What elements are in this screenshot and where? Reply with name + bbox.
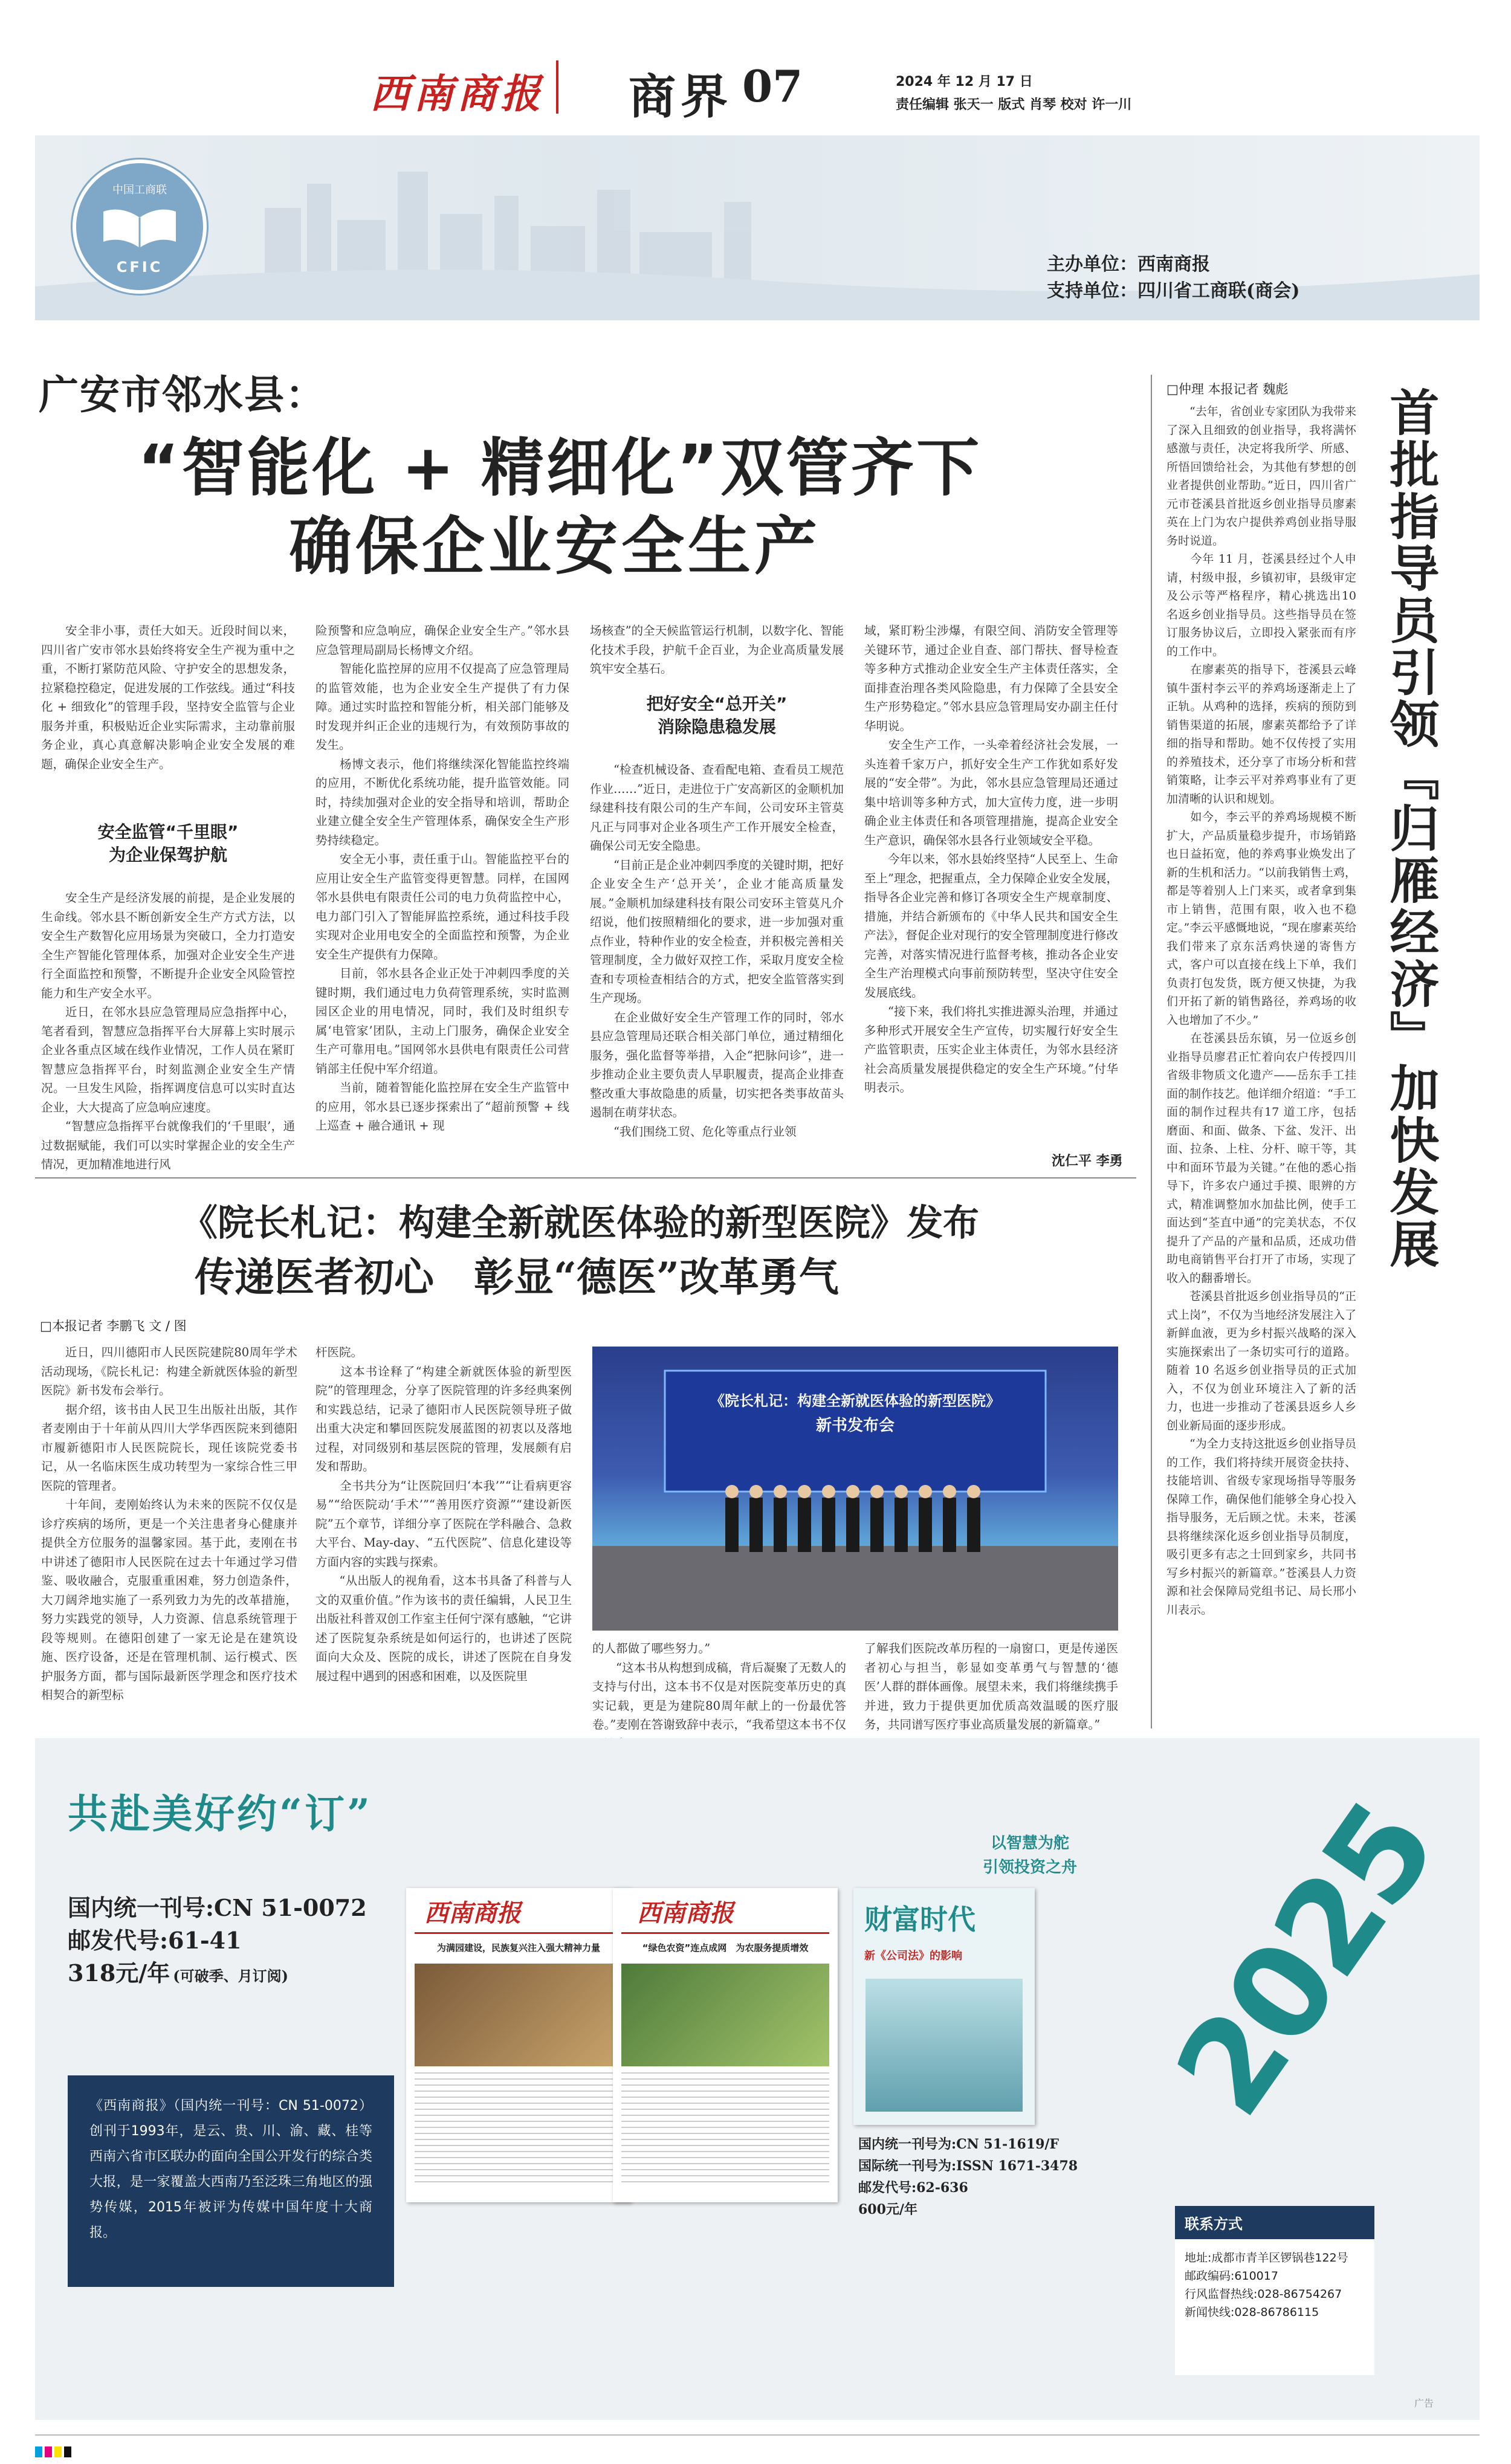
article2-title-line1: 《院长札记：构建全新就医体验的新型医院》发布 (181, 1202, 979, 1244)
magazine-cover (853, 1888, 1035, 2125)
article2-col1: 近日，四川德阳市人民医院建院80周年学术活动现场，《院长札记：构建全新就医体验的新型医院》新书发布会举行。 据介绍，该书由人民卫生出版社出版，其作者麦刚由于十年前从四川大学华西医院来到德阳市履新德阳市人民医院院长，现任该院党委书记，从一名临床医生成功转型为一家综合性三甲医院的管理者。 十年间，麦刚始终认为未来的医院不仅仅是诊疗疾病的场所，更是一个关注患者身心健康并提供全方位服务的温馨家园。基于此，麦刚在书中讲述了德阳市人民医院在过去十年通过学习借鉴、吸收融合，克服重重困难，努力创造条件，大刀阔斧地实施了一系列致力为先的改革措施，努力实践党的领导，人力资源、信息系统管理于段等规则。在德阳创建了一家无论是在建筑设施、医疗设备，还是在管理机制、运行模式、医护服务方面，都与国际最新医学理念和医疗技术相契合的新型标 (41, 1345, 297, 1702)
masthead (0, 0, 1511, 127)
contact-address: 地址:成都市青羊区锣锅巷122号 (1185, 2251, 1348, 2265)
article1-col1-subhead (41, 810, 295, 874)
year-graphic: 2025 (1148, 1778, 1464, 2141)
cfic-emblem (73, 160, 207, 294)
newspaper-thumb-2 (613, 1888, 838, 2202)
article1-col3-p2: “检查机械设备、查看配电箱、查看员工规范作业……”近日，走进位于广安高新区的金顺机加绿建科技有限公司的生产车间，公司安环主管莫凡正与同事对企业各项生产工作开展安全检查，确保公司无安全隐患。 “目前正是企业冲刺四季度的关键时期，把好企业安全生产‘总开关’，企业才能高质量发展。”金顺机加绿建科技有限公司安环主管莫凡介绍说，他们按照精细化的要求，进一步加强对重点作业，特种作业的安全检查，并积极完善相关管理制度，全力做好双控工作，采取月度安全检查和专项检查相结合的方式，把安全监管落实到生产现场。 在企业做好安全生产管理工作的同时，邻水县应急管理局还联合相关部门单位，通过精细化服务，强化监督等举措，入企“把脉问诊”，进一步推动企业主要负责人早职履责，提高企业排查整改重大事故隐患的质量，切实把各类事故苗头遏制在萌芽状态。 “我们围绕工贸、危化等重点行业领 (590, 763, 844, 1139)
section-name: 商界 (629, 70, 733, 124)
subhead-text: 安全监管“千里眼” 为企业保驾护航 (97, 822, 239, 865)
masthead-divider (556, 60, 558, 114)
magazine-cover-text: 新《公司法》的影响 (864, 1950, 962, 1962)
article1-col3-p1: 场核查”的全天候监管运行机制，以数字化、智能化技术手段，护航千企百业，为企业高质量发展筑牢安全基石。 (590, 624, 844, 676)
photo-banner-line2: 新书发布会 (815, 1417, 895, 1435)
article1-col3-subhead (590, 682, 844, 746)
article2-byline: □本报记者 李鹏飞 文 / 图 (40, 1319, 187, 1333)
contact-news: 新闻快线:028-86786115 (1185, 2306, 1319, 2319)
article3-text: “去年，省创业专家团队为我带来了深入且细致的创业指导，我将满怀感激与责任，决定将我所学、所感、所悟回馈给社会，为其他有梦想的创业者提供创业帮助。”近日，四川省广元市苍溪县首批返乡创业指导员廖素英在上门为农户提供养鸡创业指导服务时说道。 今年 11 月，苍溪县经过个人申请，村级申报，乡镇初审，县级审定及公示等严格程序，精心挑选出10 名返乡创业指导员。这些指导员在签订服务协议后，立即投入紧张而有序的工作中。 在廖素英的指导下，苍溪县云峰镇牛蛋村李云平的养鸡场逐渐走上了正轨。从鸡种的选择，疾病的预防到销售渠道的拓展，廖素英都给予了详细的指导和帮助。她不仅传授了实用的养殖技术，还分享了市场分析和营销策略，让李云平对养鸡事业有了更加清晰的认识和规划。 如今，李云平的养鸡场规模不断扩大，产品质量稳步提升，市场销路也日益拓宽，他的养鸡事业焕发出了新的生机和活力。“以前我销售土鸡，都是等着别人上门来买，或者拿到集市上销售，范围有限，收入也不稳定。”李云平感慨地说，“现在廖素英给我们带来了京东活鸡快递的寄售方式，客户可以直接在线上下单，我们负责打包发货，既方便又快捷，为我们开拓了新的销售路径，养鸡场的收入也增加了不少。” 在苍溪县岳东镇，另一位返乡创业指导员廖君正忙着向农户传授四川省级非物质文化遗产——岳东手工挂面的制作技艺。他详细介绍道：“手工面的制作过程共有17 道工序，包括磨面、和面、做条、下盆、发汗、出面、拉条、上柱、分杆、晾干等，其中和面环节最为关键。”在他的悉心指导下，许多农户通过手摸、眼辨的方式，精准调整加水加盐比例，使手工面达到“荃直中通”的完美状态，不仅提升了产品的产量和品质，还成功借助电商销售平台打开了市场，实现了收入的翻番增长。 苍溪县首批返乡创业指导员的“正式上岗”，不仅为当地经济发展注入了新鲜血液，更为乡村振兴战略的深入实施探索出了一条切实可行的道路。随着 10 名返乡创业指导员的正式加入，不仅为创业环境注入了新的活力，也进一步推动了苍溪县返乡人乡创业新局面的逐步形成。 “为全力支持这批返乡创业指导员的工作，我们将持续开展资金扶持、技能培训、省级专家现场指导等服务保障工作，确保他们能够全身心投入指导服务，无后顾之忧。未来，苍溪县将继续深化返乡创业指导员制度，吸引更多有志之士回到家乡，共同书写乡村振兴的新篇章。”苍溪县人力资源和社会保障局党组书记、局长邢小川表示。 (1166, 405, 1356, 1617)
magazine-postal: 邮发代号:62-636 (858, 2180, 968, 2196)
support-info: 支持单位：四川省工商联(商会) (1047, 280, 1300, 302)
price-note: (可破季、月订阅) (173, 1967, 289, 1985)
contact-box (1175, 2206, 1374, 2375)
magazine-title: 财富时代 (864, 1903, 976, 1936)
article1-title-line1: “智能化 + 精细化”双管齐下 (138, 431, 982, 505)
description-box (68, 2075, 394, 2287)
thumb2-logo: 西南商报 (637, 1899, 734, 1927)
editor-credits: 责任编辑 张天一 版式 肖琴 校对 许一川 (896, 97, 1132, 112)
footer-rule (35, 2434, 1480, 2436)
annual-price: 318元/年 (68, 1959, 170, 1987)
contact-hotline: 行风监督热线:028-86754267 (1185, 2288, 1342, 2301)
description-text: 《西南商报》（国内统一刊号：CN 51-0072）创刊于1993年，是云、贵、川、渝、藏、桂等西南六省市区联办的面向全国公开发行的综合类大报，是一家覆盖大西南乃至泛珠三角地区的强势传媒，2015年被评为传媒中国年度十大商报。 (89, 2098, 372, 2240)
launch-event-photo (592, 1347, 1118, 1631)
thumb2-headline: “绿色农资”连点成网 为农服务提质增效 (642, 1942, 809, 1953)
article1-col1-p1: 安全非小事，责任大如天。近段时间以来，四川省广安市邻水县始终将安全生产视为重中之重，不断打紧防范风险、守护安全的思想发条，拉紧稳控稳定，促进发展的工作弦线。通过“科技化 + 细致化”的管理手段，坚持安全监管与企业服务并重，积极贴近企业实际需求，主动靠前服务企业，真心真意解决影响企业安全发展的难题，确保企业安全生产。 (41, 624, 295, 771)
contact-postcode: 邮政编码:610017 (1185, 2269, 1278, 2283)
magazine-price: 600元/年 (858, 2202, 917, 2217)
magazine-slogan (982, 1831, 1078, 1880)
article1-title-line2: 确保企业安全生产 (289, 509, 821, 583)
emblem-top-text: 中国工商联 (112, 184, 167, 196)
magazine-issn: 国际统一刊号为:ISSN 1671-3478 (858, 2158, 1078, 2174)
issn-line2: 邮发代号:61-41 (68, 1927, 242, 1954)
article1-bottom-rule (35, 1177, 1136, 1179)
article3-title: 首批指导员引领『归雁经济』加快发展 (1382, 387, 1440, 1270)
article1-byline: 沈仁平 李勇 (1052, 1154, 1123, 1169)
article2-title-line2: 传递医者初心 彰显“德医”改革勇气 (195, 1253, 839, 1301)
newspaper-thumb-1 (406, 1888, 631, 2202)
color-registration-marks (35, 2446, 71, 2457)
slogan-line2: 引领投资之舟 (982, 1858, 1077, 1877)
ad-mark: 广告 (1414, 2398, 1434, 2409)
article1-col4: 域，紧盯粉尘涉爆，有限空间、消防安全管理等关键环节，通过企业自查、部门帮扶、督导检查等多种方式推动企业安全生产主体责任落实，全面排查治理各类风险隐患，有力保障了全县安全生产形势稳定。”邻水县应急管理局安办副主任付华明说。 安全生产工作，一头牵着经济社会发展，一头连着千家万户，抓好安全生产工作犹如系好发展的“安全带”。为此，邻水县应急管理局还通过集中培训等多种方式，加大宣传力度，进一步明确企业主体责任和各项管理措施，提高企业安全生产意识，确保邻水县各行业领域安全平稳。 今年以来，邻水县始终坚持“人民至上、生命至上”理念，把握重点，全力保障企业安全发展，指导各企业完善和修订各项安全生产规章制度、措施，并结合新颁布的《中华人民共和国安全生产法》，督促企业对现行的安全管理制度进行修改完善，对落实情况进行监督考核，推动各企业安全生产治理模式向事前预防转型，坚决守住安全发展底线。 “接下来，我们将扎实推进源头治理，并通过多种形式开展安全生产宣传，切实履行好安全生产监管职责，压实企业主体责任，为邻水县经济社会高质量发展提供稳定的安全生产环境。”付华明表示。 (864, 624, 1118, 1095)
issue-date: 2024 年 12 月 17 日 (896, 74, 1033, 89)
book-icon (97, 205, 182, 254)
magazine-info (858, 2133, 1076, 2220)
contact-title: 联系方式 (1175, 2206, 1374, 2239)
article3-left-rule (1151, 375, 1152, 1728)
slogan-line1: 以智慧为舵 (990, 1834, 1069, 1852)
thumb1-headline: 为满园建设，民族复兴注入强大精神力量 (436, 1942, 600, 1953)
masthead-logo: 西南商报 (370, 70, 544, 117)
page-number: 07 (742, 60, 803, 112)
magazine-cn: 国内统一刊号为:CN 51-1619/F (858, 2136, 1060, 2152)
thumb1-logo: 西南商报 (424, 1899, 521, 1927)
subscription-title: 共赴美好约“订” (68, 1790, 372, 1837)
host-info: 主办单位：西南商报 (1047, 254, 1210, 275)
article2-col3: 的人都做了哪些努力。” “这本书从构想到成稿，背后凝聚了无数人的支持与付出，这本书不仅是对医院变革历史的真实记载，更是为建院80周年献上的一份最优答卷。”麦刚在答谢致辞中表示，“我希望这本书不仅 (592, 1641, 846, 1732)
emblem-bottom-text: CFIC (116, 259, 163, 276)
article1-col1-p2: 安全生产是经济发展的前提，是企业发展的生命线。邻水县不断创新安全生产方式方法，以安全生产数智化应用场景为突破口，全力打造安全生产智能化管理体系，加强对企业安全生产进行全面监控和预警，不断提升企业安全风险管控能力和生产安全水平。 近日，在邻水县应急管理局应急指挥中心，笔者看到，智慧应急指挥平台大屏幕上实时展示企业各重点区域在线作业情况，工作人员在紧盯智慧应急指挥平台，时刻监测企业安全生产情况。一旦发生风险，指挥调度信息可以实时直达企业，大大提高了应急响应速度。 “智慧应急指挥平台就像我们的‘千里眼’，通过数据赋能，我们可以实时掌握企业的安全生产情况，更加精准地进行风 (41, 891, 295, 1171)
issn-block (68, 1892, 406, 1994)
subhead-text: 把好安全“总开关” 消除隐患稳发展 (646, 694, 788, 737)
article3-byline: □仲理 本报记者 魏彪 (1166, 382, 1289, 396)
article1-col2: 险预警和应急响应，确保企业安全生产。”邻水县应急管理局副局长杨博文介绍。 智能化监控屏的应用不仅提高了应急管理局的监管效能，也为企业安全生产提供了有力保障。通过实时监控和智能分析，相关部门能够及时发现并纠正企业的违规行为，有效预防事故的发生。 杨博文表示，他们将继续深化智能监控终端的应用，不断优化系统功能，提升监管效能。同时，持续加强对企业的安全指导和培训，帮助企业建立健全安全生产管理体系，确保安全生产形势持续稳定。 安全无小事，责任重于山。智能监控平台的应用让安全生产监管变得更智慧。同样，在国网邻水县供电有限责任公司的电力负荷监控中心，电力部门引入了智能屏监控系统，通过科技手段实现对企业用电安全的全面监控和预警，为企业安全生产提供有力保障。 目前，邻水县各企业正处于冲刺四季度的关键时期，我们通过电力负荷管理系统，实时监测园区企业的用电情况，同时，我们及时组织专属‘电管家’团队，主动上门服务，确保企业安全生产可靠用电。”国网邻水县供电有限责任公司营销部主任倪中军介绍道。 当前，随着智能化监控屏在安全生产监管中的应用，邻水县已逐步探索出了“超前预警 + 线上巡查 + 融合通讯 + 现 (315, 624, 569, 1133)
photo-banner-line1: 《院长札记：构建全新就医体验的新型医院》 (710, 1392, 1000, 1409)
issn-line1: 国内统一刊号:CN 51-0072 (68, 1894, 367, 1921)
article2-col2: 杆医院。 这本书诠释了“构建全新就医体验的新型医院”的管理理念，分享了医院管理的许多经典案例和实践总结，记录了德阳市人民医院领导班子做出重大决定和攀回医院发展蓝图的初衷以及落地过程，对同级别和基层医院的管理，发展颇有启发和帮助。 全书共分为“让医院回归‘本我’”“让看病更容易”“给医院动‘手术’”“善用医疗资源”“建设新医院”五个章节，详细分享了医院在学科融合、急救大平台、May-day、“五代医院”、信息化建设等方面内容的实践与探索。 “从出版人的视角看，这本书具备了科普与人文的双重价值。”作为该书的责任编辑，人民卫生出版社科普双创工作室主任何宁深有感触，“它讲述了医院复杂系统是如何运行的，也讲述了医院面向大众及、医院的成长，讲述了医院在自身发展过程中遇到的困惑和困难，以及医院里 (315, 1345, 572, 1683)
article1-kicker: 广安市邻水县： (39, 371, 326, 418)
article2-col4: 了解我们医院改革历程的一扇窗口，更是传递医者初心与担当，彰显如变革勇气与智慧的‘德医’人群的群体画像。展望未来，我们将继续携手并进，致力于提供更加优质高效温暖的医疗服务，共同谱写医疗事业高质量发展的新篇章。” (864, 1641, 1118, 1732)
